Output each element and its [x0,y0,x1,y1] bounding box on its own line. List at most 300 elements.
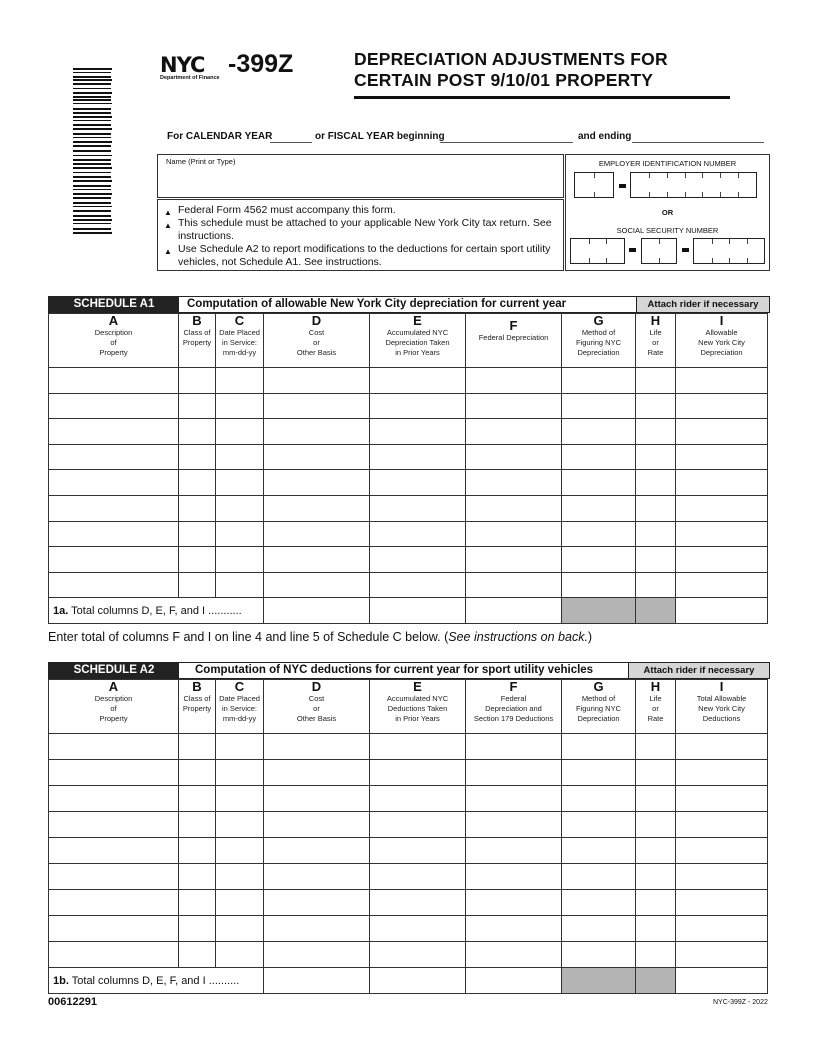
column-letter: I [719,313,724,328]
cell-i[interactable] [676,572,768,598]
column-description: Figuring NYC [575,338,621,347]
column-description: of [110,338,117,347]
digit-tick [594,192,595,197]
cell-i[interactable] [676,495,768,521]
cell-a[interactable] [49,495,179,521]
schedule-a2-table [48,679,768,994]
digit-tick [729,239,730,244]
cell-e[interactable] [370,495,466,521]
cell-i[interactable] [676,547,768,573]
column-description: Property [182,704,212,713]
digit-tick [667,173,668,178]
column-letter: B [192,313,202,328]
cell-g[interactable] [562,444,636,470]
digit-tick [606,239,607,244]
column-letter: H [650,313,661,328]
ending-label: and ending [578,131,632,142]
total-e-field[interactable] [370,968,466,994]
cell-f[interactable] [466,864,562,890]
cell-g[interactable] [562,572,636,598]
cell-b[interactable] [179,890,216,916]
column-header-e [370,680,466,734]
cell-h[interactable] [636,368,676,394]
column-header-c [216,680,264,734]
cell-c[interactable] [216,547,264,573]
cell-f[interactable] [466,734,562,760]
cell-i[interactable] [676,786,768,812]
column-header-h [636,314,676,368]
ssn-area-field[interactable] [570,238,625,264]
cell-h[interactable] [636,495,676,521]
column-description: Depreciation [577,348,620,357]
cell-d[interactable] [264,419,370,445]
barcode-bar [73,163,111,165]
column-description: mm-dd-yy [222,714,257,723]
cell-g[interactable] [562,916,636,942]
cell-h[interactable] [636,572,676,598]
total-e-field[interactable] [370,598,466,624]
barcode-bar [73,159,111,161]
column-description: Method of [581,328,616,337]
cell-e[interactable] [370,393,466,419]
column-description: Date Placed [219,694,260,703]
cell-i[interactable] [676,942,768,968]
column-letter: E [413,679,422,694]
schedule-a1-rider-note: Attach rider if necessary [636,297,769,312]
cell-g[interactable] [562,838,636,864]
column-description: Property [99,348,128,357]
cell-e[interactable] [370,734,466,760]
column-description: Property [182,338,212,347]
cell-d[interactable] [264,734,370,760]
cell-g[interactable] [562,890,636,916]
digit-tick [606,258,607,263]
digit-tick [659,239,660,244]
barcode-bar [73,133,111,135]
column-description: Deductions [702,714,741,723]
total-f-field[interactable] [466,968,562,994]
cell-f[interactable] [466,812,562,838]
column-description: Life [649,694,662,703]
cell-b[interactable] [179,521,216,547]
column-letter: G [593,679,604,694]
column-description: Description [94,694,133,703]
table-row [49,444,768,470]
name-field[interactable] [157,154,564,198]
title-line-1: DEPRECIATION ADJUSTMENTS FOR [354,49,668,69]
digit-tick [589,239,590,244]
triangle-icon: ▲ [164,247,172,256]
cell-h[interactable] [636,470,676,496]
triangle-icon: ▲ [164,208,172,217]
table-row [49,838,768,864]
cell-f[interactable] [466,521,562,547]
cell-f[interactable] [466,942,562,968]
digit-tick [738,173,739,178]
column-letter: E [413,313,422,328]
cell-e[interactable] [370,890,466,916]
cell-c[interactable] [216,521,264,547]
cell-b[interactable] [179,838,216,864]
cell-i[interactable] [676,812,768,838]
cell-i[interactable] [676,864,768,890]
column-description: or [652,704,659,713]
cell-a[interactable] [49,838,179,864]
column-description: Rate [647,714,664,723]
ssn-group-field[interactable] [641,238,677,264]
form-number-suffix: -399Z [228,50,294,78]
cell-h[interactable] [636,444,676,470]
cell-f[interactable] [466,495,562,521]
shaded-cell [636,598,676,624]
logo-subtext: Department of Finance [160,75,220,81]
ssn-label: SOCIAL SECURITY NUMBER [616,226,719,235]
cell-i[interactable] [676,521,768,547]
cell-f[interactable] [466,916,562,942]
cell-g[interactable] [562,521,636,547]
cell-g[interactable] [562,419,636,445]
barcode-bar [73,79,112,81]
cell-a[interactable] [49,890,179,916]
cell-a[interactable] [49,760,179,786]
column-letter: D [311,679,322,694]
cell-c[interactable] [216,419,264,445]
title-rule [354,96,730,99]
cell-b[interactable] [179,864,216,890]
cell-a[interactable] [49,393,179,419]
total-d-field[interactable] [264,968,370,994]
column-description: Depreciation and [485,704,542,713]
ssn-serial-field[interactable] [693,238,765,264]
dash-icon [629,248,636,252]
cell-a[interactable] [49,942,179,968]
column-letter: A [108,679,119,694]
cell-c[interactable] [216,444,264,470]
cell-a[interactable] [49,419,179,445]
cell-f[interactable] [466,547,562,573]
cell-h[interactable] [636,864,676,890]
cell-i[interactable] [676,368,768,394]
cell-f[interactable] [466,760,562,786]
cell-h[interactable] [636,916,676,942]
form-id-number: 00612291 [48,996,97,1008]
cell-h[interactable] [636,838,676,864]
column-letter: H [650,679,661,694]
cell-e[interactable] [370,838,466,864]
cell-d[interactable] [264,916,370,942]
cell-d[interactable] [264,942,370,968]
line-number: 1b. [53,974,69,987]
cell-g[interactable] [562,547,636,573]
barcode-bar [73,83,111,85]
cell-f[interactable] [466,419,562,445]
fiscal-year-end-field[interactable] [632,142,764,143]
cell-d[interactable] [264,393,370,419]
cell-i[interactable] [676,890,768,916]
barcode-bar [73,145,111,147]
barcode-bar [73,185,111,187]
ein-suffix-field[interactable] [630,172,757,198]
cell-a[interactable] [49,444,179,470]
column-description: Description [94,328,133,337]
cell-g[interactable] [562,864,636,890]
cell-b[interactable] [179,572,216,598]
cell-a[interactable] [49,786,179,812]
cell-c[interactable] [216,890,264,916]
cell-i[interactable] [676,419,768,445]
cell-c[interactable] [216,942,264,968]
schedule-a1-table [48,313,768,624]
total-line-label [49,598,264,624]
line-text: Total columns D, E, F, and I ........... [68,604,242,617]
cell-a[interactable] [49,864,179,890]
cell-b[interactable] [179,760,216,786]
cell-g[interactable] [562,760,636,786]
cell-e[interactable] [370,444,466,470]
cell-f[interactable] [466,368,562,394]
cell-b[interactable] [179,393,216,419]
cell-g[interactable] [562,393,636,419]
cell-g[interactable] [562,734,636,760]
cell-h[interactable] [636,734,676,760]
total-row [49,968,768,994]
column-description: Total Allowable [696,694,747,703]
cell-i[interactable] [676,760,768,786]
cell-e[interactable] [370,916,466,942]
barcode-bar [73,167,112,169]
cell-b[interactable] [179,916,216,942]
title-line-2: CERTAIN POST 9/10/01 PROPERTY [354,70,654,90]
cell-e[interactable] [370,470,466,496]
column-description: Accumulated NYC [386,694,449,703]
barcode-bar [73,128,112,130]
cell-h[interactable] [636,760,676,786]
cell-d[interactable] [264,547,370,573]
cell-d[interactable] [264,786,370,812]
cell-a[interactable] [49,812,179,838]
cell-h[interactable] [636,942,676,968]
column-letter: I [719,679,724,694]
column-description: or [652,338,659,347]
cell-g[interactable] [562,470,636,496]
table-row [49,368,768,394]
triangle-icon: ▲ [164,221,172,230]
column-letter: D [311,313,322,328]
calendar-year-field[interactable] [270,142,312,143]
column-letter: G [593,313,604,328]
barcode-bar [73,193,112,195]
barcode-bar [73,189,111,190]
cell-h[interactable] [636,786,676,812]
note-item: ▲ This schedule must be attached to your applicable New York City tax return. See instructions. [164,217,552,242]
cell-e[interactable] [370,786,466,812]
cell-a[interactable] [49,916,179,942]
cell-f[interactable] [466,838,562,864]
column-header-b [179,680,216,734]
digit-tick [649,192,650,197]
total-d-field[interactable] [264,598,370,624]
cell-d[interactable] [264,890,370,916]
cell-g[interactable] [562,786,636,812]
dash-icon [682,248,689,252]
cell-h[interactable] [636,521,676,547]
cell-c[interactable] [216,572,264,598]
cell-d[interactable] [264,521,370,547]
cell-a[interactable] [49,734,179,760]
total-f-field[interactable] [466,598,562,624]
column-description: Life [649,328,662,337]
digit-tick [702,173,703,178]
cell-i[interactable] [676,734,768,760]
column-letter: C [234,313,245,328]
fiscal-year-begin-field[interactable] [440,142,573,143]
column-header-f [466,314,562,368]
cell-d[interactable] [264,864,370,890]
cell-i[interactable] [676,916,768,942]
barcode-bar [73,72,111,73]
column-description: Allowable [705,328,738,337]
cell-d[interactable] [264,470,370,496]
cell-c[interactable] [216,786,264,812]
cell-h[interactable] [636,890,676,916]
cell-h[interactable] [636,547,676,573]
cell-c[interactable] [216,470,264,496]
cell-i[interactable] [676,393,768,419]
cell-b[interactable] [179,786,216,812]
barcode-bar [73,99,111,101]
cell-g[interactable] [562,942,636,968]
column-description: Depreciation [577,714,620,723]
digit-tick [594,173,595,178]
ein-prefix-field[interactable] [574,172,614,198]
cell-b[interactable] [179,444,216,470]
cell-h[interactable] [636,419,676,445]
cell-b[interactable] [179,547,216,573]
cell-a[interactable] [49,521,179,547]
column-description: Deductions Taken [387,704,448,713]
barcode-bar [73,223,111,224]
barcode-bar [73,155,112,156]
cell-d[interactable] [264,760,370,786]
cell-e[interactable] [370,368,466,394]
table-row [49,916,768,942]
schedule-a2-rider-note: Attach rider if necessary [628,663,769,678]
column-description: in Prior Years [395,714,440,723]
cell-b[interactable] [179,419,216,445]
cell-e[interactable] [370,521,466,547]
column-header-a [49,314,179,368]
cell-c[interactable] [216,368,264,394]
cell-d[interactable] [264,444,370,470]
shaded-cell [636,968,676,994]
cell-d[interactable] [264,572,370,598]
schedule-a1-title: Computation of allowable New York City depreciation for current year [187,298,567,310]
cell-a[interactable] [49,547,179,573]
cell-b[interactable] [179,942,216,968]
enter-totals-note: Enter total of columns F and I on line 4 and line 5 of Schedule C below. (See instructions on back.) [48,630,593,644]
cell-f[interactable] [466,786,562,812]
cell-e[interactable] [370,812,466,838]
note-item: ▲ Use Schedule A2 to report modifications to the deductions for certain sport utility vehicles, not Schedule A1. See instructions. [164,243,551,268]
cell-e[interactable] [370,942,466,968]
cell-c[interactable] [216,760,264,786]
cell-c[interactable] [216,734,264,760]
cell-f[interactable] [466,890,562,916]
cell-d[interactable] [264,812,370,838]
cell-b[interactable] [179,812,216,838]
cell-f[interactable] [466,470,562,496]
cell-e[interactable] [370,864,466,890]
cell-f[interactable] [466,393,562,419]
cell-e[interactable] [370,760,466,786]
cell-d[interactable] [264,838,370,864]
cell-b[interactable] [179,495,216,521]
total-i-field[interactable] [676,968,768,994]
page-title [354,49,668,91]
cell-d[interactable] [264,495,370,521]
cell-f[interactable] [466,444,562,470]
cell-h[interactable] [636,393,676,419]
calendar-year-label: For CALENDAR YEAR [167,131,273,142]
cell-a[interactable] [49,470,179,496]
cell-c[interactable] [216,393,264,419]
cell-b[interactable] [179,470,216,496]
digit-tick [720,173,721,178]
table-row [49,470,768,496]
cell-c[interactable] [216,916,264,942]
cell-e[interactable] [370,547,466,573]
cell-d[interactable] [264,368,370,394]
fiscal-year-label: or FISCAL YEAR beginning [315,131,445,142]
cell-c[interactable] [216,838,264,864]
barcode-bar [73,232,112,234]
cell-b[interactable] [179,368,216,394]
cell-f[interactable] [466,572,562,598]
total-i-field[interactable] [676,598,768,624]
column-header-i [676,680,768,734]
table-row [49,419,768,445]
column-description: in Service: [221,338,257,347]
schedule-a2-title: Computation of NYC deductions for current year for sport utility vehicles [195,664,594,676]
barcode-bar [73,206,112,207]
barcode-bar [73,124,111,126]
cell-i[interactable] [676,444,768,470]
cell-c[interactable] [216,495,264,521]
cell-i[interactable] [676,470,768,496]
cell-g[interactable] [562,368,636,394]
column-description: Class of [183,694,211,703]
cell-e[interactable] [370,572,466,598]
schedule-a2-header [48,662,770,679]
digit-tick [685,173,686,178]
cell-c[interactable] [216,812,264,838]
cell-c[interactable] [216,864,264,890]
table-row [49,942,768,968]
cell-e[interactable] [370,419,466,445]
cell-h[interactable] [636,812,676,838]
cell-a[interactable] [49,572,179,598]
barcode-bar [73,108,111,110]
cell-g[interactable] [562,812,636,838]
cell-b[interactable] [179,734,216,760]
barcode-bar [73,137,111,138]
column-header-h [636,680,676,734]
column-header-g [562,314,636,368]
cell-a[interactable] [49,368,179,394]
cell-i[interactable] [676,838,768,864]
cell-g[interactable] [562,495,636,521]
barcode-bar [73,116,112,118]
